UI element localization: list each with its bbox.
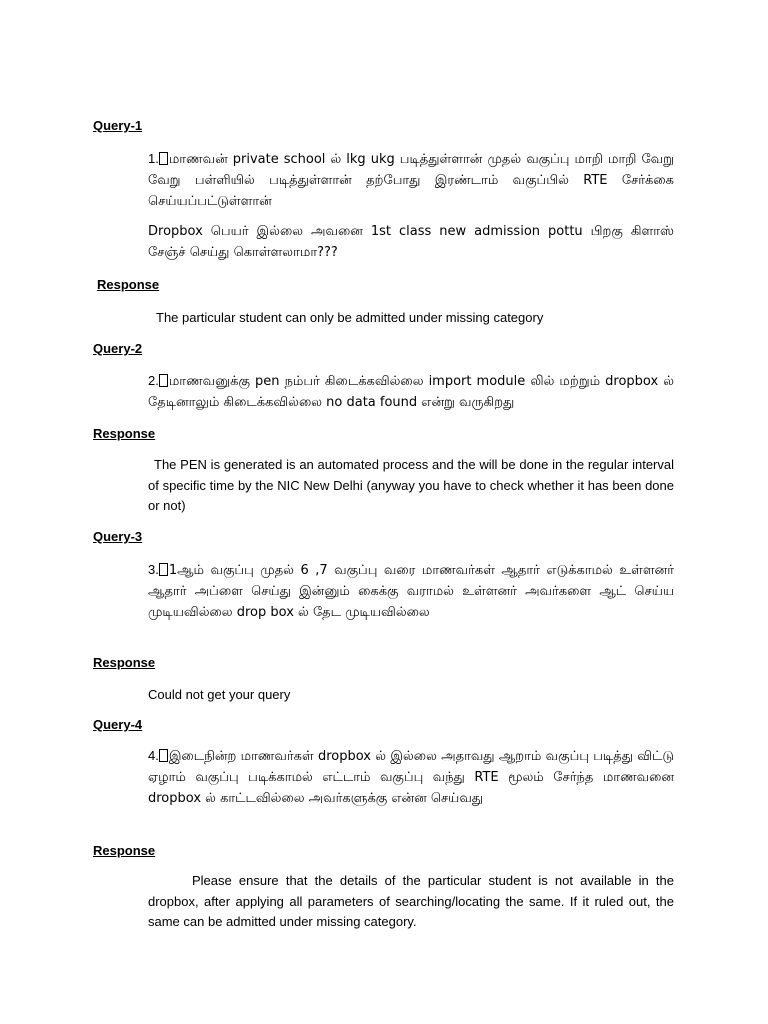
query-4-number: 4.	[148, 748, 159, 763]
response-2-heading: Response	[93, 426, 156, 441]
query-3-heading: Query-3	[93, 529, 143, 544]
query-1-text-2: Dropbox பெயர் இல்லை அவனை 1st class new admission pottu பிறகு கிளாஸ் சேஞ்ச் செய்து கொள்ளலாமா???	[148, 224, 674, 260]
query-3-body: 1ஆம் வகுப்பு முதல் 6 ,7 வகுப்பு வரை மாணவர்கள் ஆதார் எடுக்காமல் உள்ளனர் ஆதார் அப்ளை செய்து இன்னும் கைக்கு வராமல் உள்ளனர் அவர்களை ஆட் செய்ய முடியவில்லை drop box ல் தேட முடியவில்லை	[148, 563, 674, 620]
query-2-body: மாணவனுக்கு pen நம்பர் கிடைக்கவில்லை import module லில் மற்றும் dropbox ல் தேடினாலும் கிடைக்கவில்லை no data found என்று வருகிறது	[148, 374, 674, 410]
response-4-text: Please ensure that the details of the particular student is not available in the dropbox, after applying all parameters of searching/locating the same. If it ruled out, the same can be admitted under missing category.	[148, 873, 674, 929]
query-2-heading: Query-2	[93, 341, 143, 356]
response-2-text: The PEN is generated is an automated process and the will be done in the regular interval of specific time by the NIC New Delhi (anyway you have to check whether it has been done or not)	[148, 457, 674, 513]
missing-glyph-box	[159, 749, 168, 762]
query-3-text	[148, 559, 674, 623]
query-3-number: 3.	[148, 562, 159, 577]
response-1-heading: Response	[97, 277, 160, 292]
response-3-heading: Response	[93, 655, 156, 670]
query-4-text	[148, 745, 674, 809]
missing-glyph-box	[159, 563, 168, 576]
response-1-text: The particular student can only be admitted under missing category	[156, 310, 544, 325]
query-1-number: 1.	[148, 151, 159, 166]
missing-glyph-box	[159, 152, 168, 165]
query-4-heading: Query-4	[93, 717, 143, 732]
query-1-body: மாணவன் private school ல் lkg ukg படித்துள்ளான் முதல் வகுப்பு மாறி மாறி வேறு வேறு பள்ளியில் படித்துள்ளான் தற்போது இரண்டாம் வகுப்பில் RTE சேர்க்கை செய்யப்பட்டுள்ளான்	[148, 152, 674, 209]
query-2-number: 2.	[148, 373, 159, 388]
query-1-text	[148, 148, 674, 212]
missing-glyph-box	[159, 374, 168, 387]
response-4-heading: Response	[93, 843, 156, 858]
query-1-heading: Query-1	[93, 118, 143, 133]
query-4-body: இடைநின்ற மாணவர்கள் dropbox ல் இல்லை அதாவது ஆறாம் வகுப்பு படித்து விட்டு ஏழாம் வகுப்பு படிக்காமல் எட்டாம் வகுப்பு வந்து RTE மூலம் சேர்ந்த மாணவனை dropbox ல் காட்டவில்லை அவர்களுக்கு என்ன செய்வது	[148, 749, 674, 806]
query-2-text	[148, 370, 674, 413]
response-3-text: Could not get your query	[148, 687, 291, 702]
